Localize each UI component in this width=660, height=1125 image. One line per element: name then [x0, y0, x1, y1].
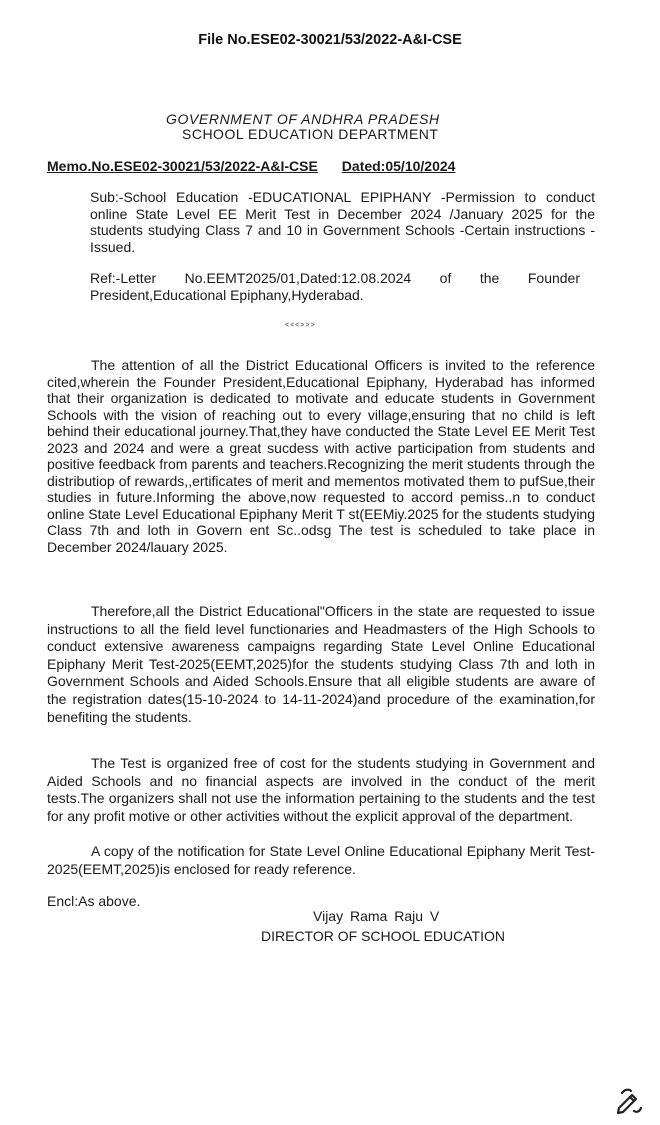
- separator-mark: <<<>>>: [285, 322, 316, 329]
- enclosure-line: Encl:As above.: [47, 893, 141, 909]
- reference-text: Ref:-Letter No.EEMT2025/01,Dated:12.08.2024 of the Founder President,Educational Epiphany,Hyderabad.: [90, 270, 580, 303]
- pen-edit-icon[interactable]: [610, 1082, 646, 1118]
- memo-line: [47, 158, 455, 174]
- memo-date: Dated:05/10/2024: [341, 158, 456, 174]
- subject-text: Sub:-School Education -EDUCATIONAL EPIPHANY -Permission to conduct online State Level EE Merit Test in December 2024 /January 2025 for the students studying Class 7 and 10 in Government Schools -Certain instructions -Issued.: [90, 189, 595, 255]
- body-paragraph-3: The Test is organized free of cost for the students studying in Government and Aided Schools and no financial aspects are involved in the conduct of the merit tests.The organizers shall not use the information pertaining to the students and the test for any profit motive or other activities without the explicit approval of the department.: [47, 755, 595, 824]
- government-heading: GOVERNMENT OF ANDHRA PRADESH: [166, 111, 440, 127]
- body-paragraph-1: The attention of all the District Educational Officers is invited to the reference cited,wherein the Founder President,Educational Epiphany, Hyderabad has informed that their organization is dedicated to motivate and educate students in Government Schools with the vision of reaching out to every village,ensuring that no child is left behind their educational journey.That,they have conducted the State Level EE Merit Test 2023 and 2024 and were a great sucdess with active participation from students and positive feedback from parents and teachers.Recognizing the merit students through the distributiop of rewards,,ertificates of merit and mementos motivated them to pufSue,their studies in future.Informing the above,now requested to accord pemiss..n to conduct online State Level Educational Epiphany Merit T st(EEMiy.2025 for the students studying Class 7th and loth in Govern ent Sc..odsg The test is scheduled to take place in December 2024/lauary 2025.: [47, 357, 595, 555]
- signatory-name: Vijay Rama Raju V: [313, 908, 440, 924]
- department-heading: SCHOOL EDUCATION DEPARTMENT: [182, 126, 439, 142]
- signatory-title: DIRECTOR OF SCHOOL EDUCATION: [261, 928, 505, 944]
- file-number: File No.ESE02-30021/53/2022-A&I-CSE: [198, 32, 462, 48]
- memo-number: Memo.No.ESE02-30021/53/2022-A&I-CSE: [47, 158, 318, 174]
- body-paragraph-4: A copy of the notification for State Level Online Educational Epiphany Merit Test-2025(EEMT,2025)is enclosed for ready reference.: [47, 843, 595, 877]
- body-paragraph-2: Therefore,all the District Educational"Officers in the state are requested to issue instructions to all the field level functionaries and Headmasters of the High Schools to conduct extensive awareness campaigns regarding State Level Online Educational Epiphany Merit Test-2025(EEMT,2025)for the students studying Class 7th and loth in Government Schools and Aided Schools.Ensure that all eligible students are aware of the registration dates(15-10-2024 to 14-11-2024)and procedure of the examination,for benefiting the students.: [47, 603, 595, 725]
